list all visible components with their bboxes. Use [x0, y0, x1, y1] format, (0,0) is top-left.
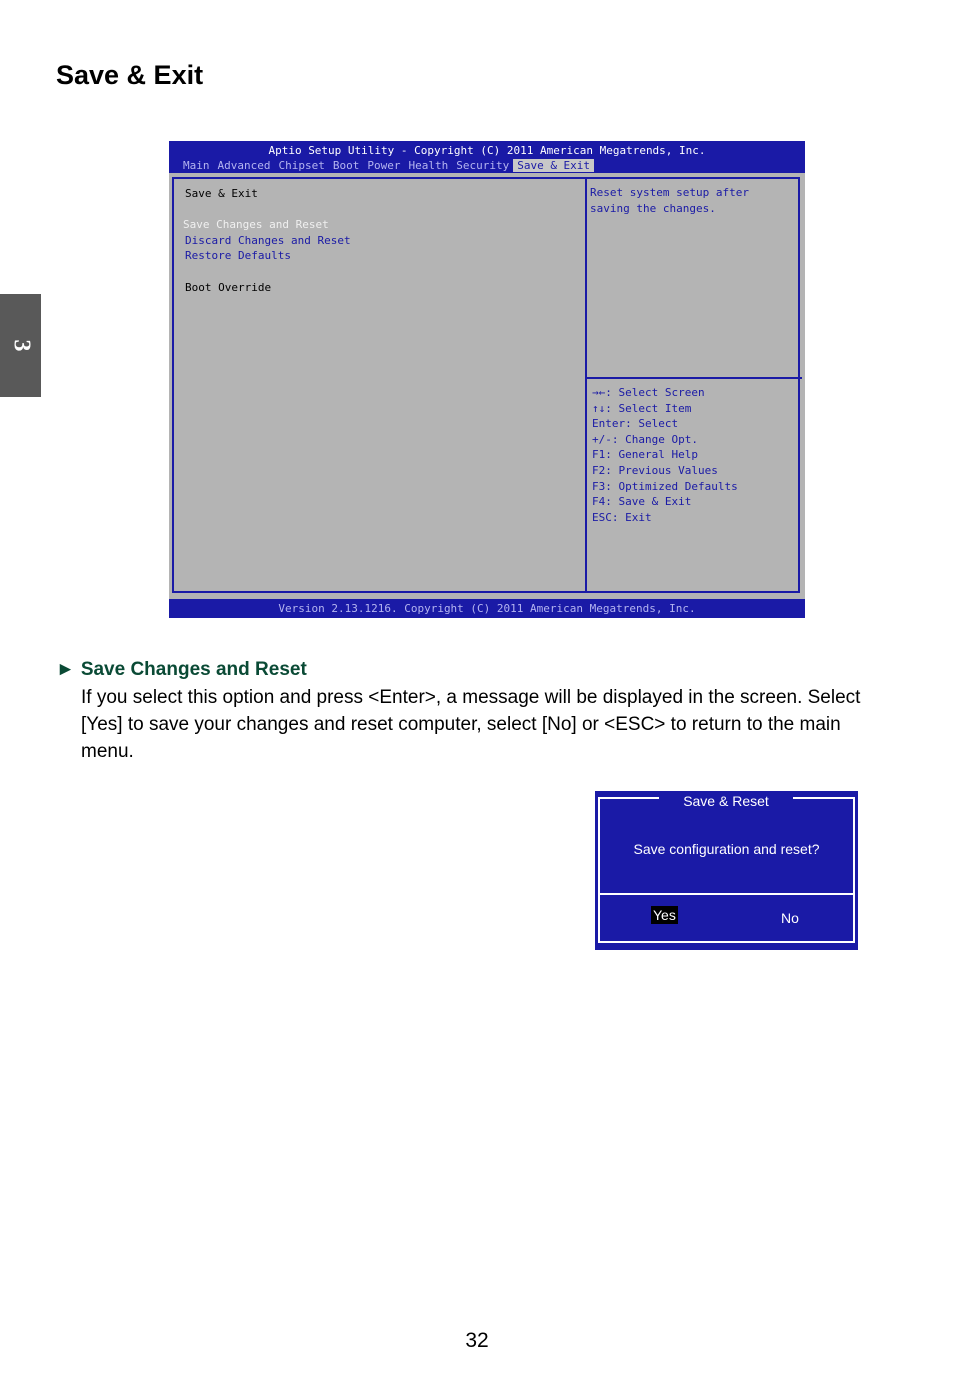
chapter-number: 3	[8, 339, 34, 352]
page-title: Save & Exit	[56, 60, 204, 90]
dialog-frame	[598, 797, 855, 943]
tab-chipset[interactable]: Chipset	[278, 159, 325, 172]
tab-security[interactable]: Security	[456, 159, 510, 172]
triangle-bullet-icon: ►	[56, 659, 75, 680]
menu-item-restore-defaults[interactable]: Restore Defaults	[185, 249, 291, 263]
bios-divider-horizontal	[587, 377, 802, 379]
tab-save-exit[interactable]: Save & Exit	[513, 159, 594, 172]
key-select-item: ↑↓: Select Item	[592, 401, 692, 415]
key-legend	[592, 385, 738, 525]
tab-advanced[interactable]: Advanced	[217, 159, 271, 172]
key-select-screen: →←: Select Screen	[592, 386, 705, 399]
yes-button[interactable]: Yes	[653, 907, 676, 923]
dialog-separator	[598, 893, 855, 895]
key-f1: F1: General Help	[592, 448, 698, 462]
section-description	[81, 684, 891, 765]
key-enter: Enter: Select	[592, 417, 679, 431]
bios-header	[169, 141, 805, 173]
menu-header: Save & Exit	[185, 187, 258, 200]
key-f4: F4: Save & Exit	[592, 495, 692, 509]
key-change-opt: +/-: Change Opt.	[592, 432, 698, 446]
key-esc: ESC: Exit	[592, 510, 652, 524]
dialog-title: Save & Reset	[659, 791, 793, 811]
no-button[interactable]: No	[781, 910, 799, 926]
section-heading-text: Save Changes and Reset	[80, 659, 307, 680]
tab-boot[interactable]: Boot	[332, 159, 360, 172]
key-f3: F3: Optimized Defaults	[592, 479, 738, 493]
save-reset-dialog	[595, 791, 858, 950]
key-f2: F2: Previous Values	[592, 463, 718, 477]
bios-menu	[185, 186, 351, 295]
tab-health[interactable]: Health	[408, 159, 449, 172]
menu-item-discard-changes-reset[interactable]: Discard Changes and Reset	[185, 233, 351, 247]
bios-footer: Version 2.13.1216. Copyright (C) 2011 American Megatrends, Inc.	[169, 599, 805, 618]
bios-title: Aptio Setup Utility - Copyright (C) 2011 American Megatrends, Inc.	[268, 144, 706, 157]
bios-tab-bar	[179, 159, 594, 172]
chapter-tab	[0, 294, 41, 397]
menu-item-save-changes-reset[interactable]: Save Changes and Reset	[183, 218, 329, 232]
tab-power[interactable]: Power	[367, 159, 401, 172]
dialog-message: Save configuration and reset?	[633, 841, 820, 857]
section-heading	[56, 659, 307, 681]
tab-main[interactable]: Main	[183, 159, 210, 172]
menu-boot-override: Boot Override	[185, 280, 272, 294]
help-text: Reset system setup after saving the changes.	[590, 186, 749, 215]
bios-divider-vertical	[585, 177, 587, 593]
page-number: 32	[465, 1329, 489, 1352]
bios-screenshot	[169, 141, 805, 618]
section-description-text: If you select this option and press <Enter>, a message will be displayed in the screen. Select [Yes] to save your changes and reset computer, select [No] or <ESC> to return to the main menu.	[81, 687, 861, 762]
